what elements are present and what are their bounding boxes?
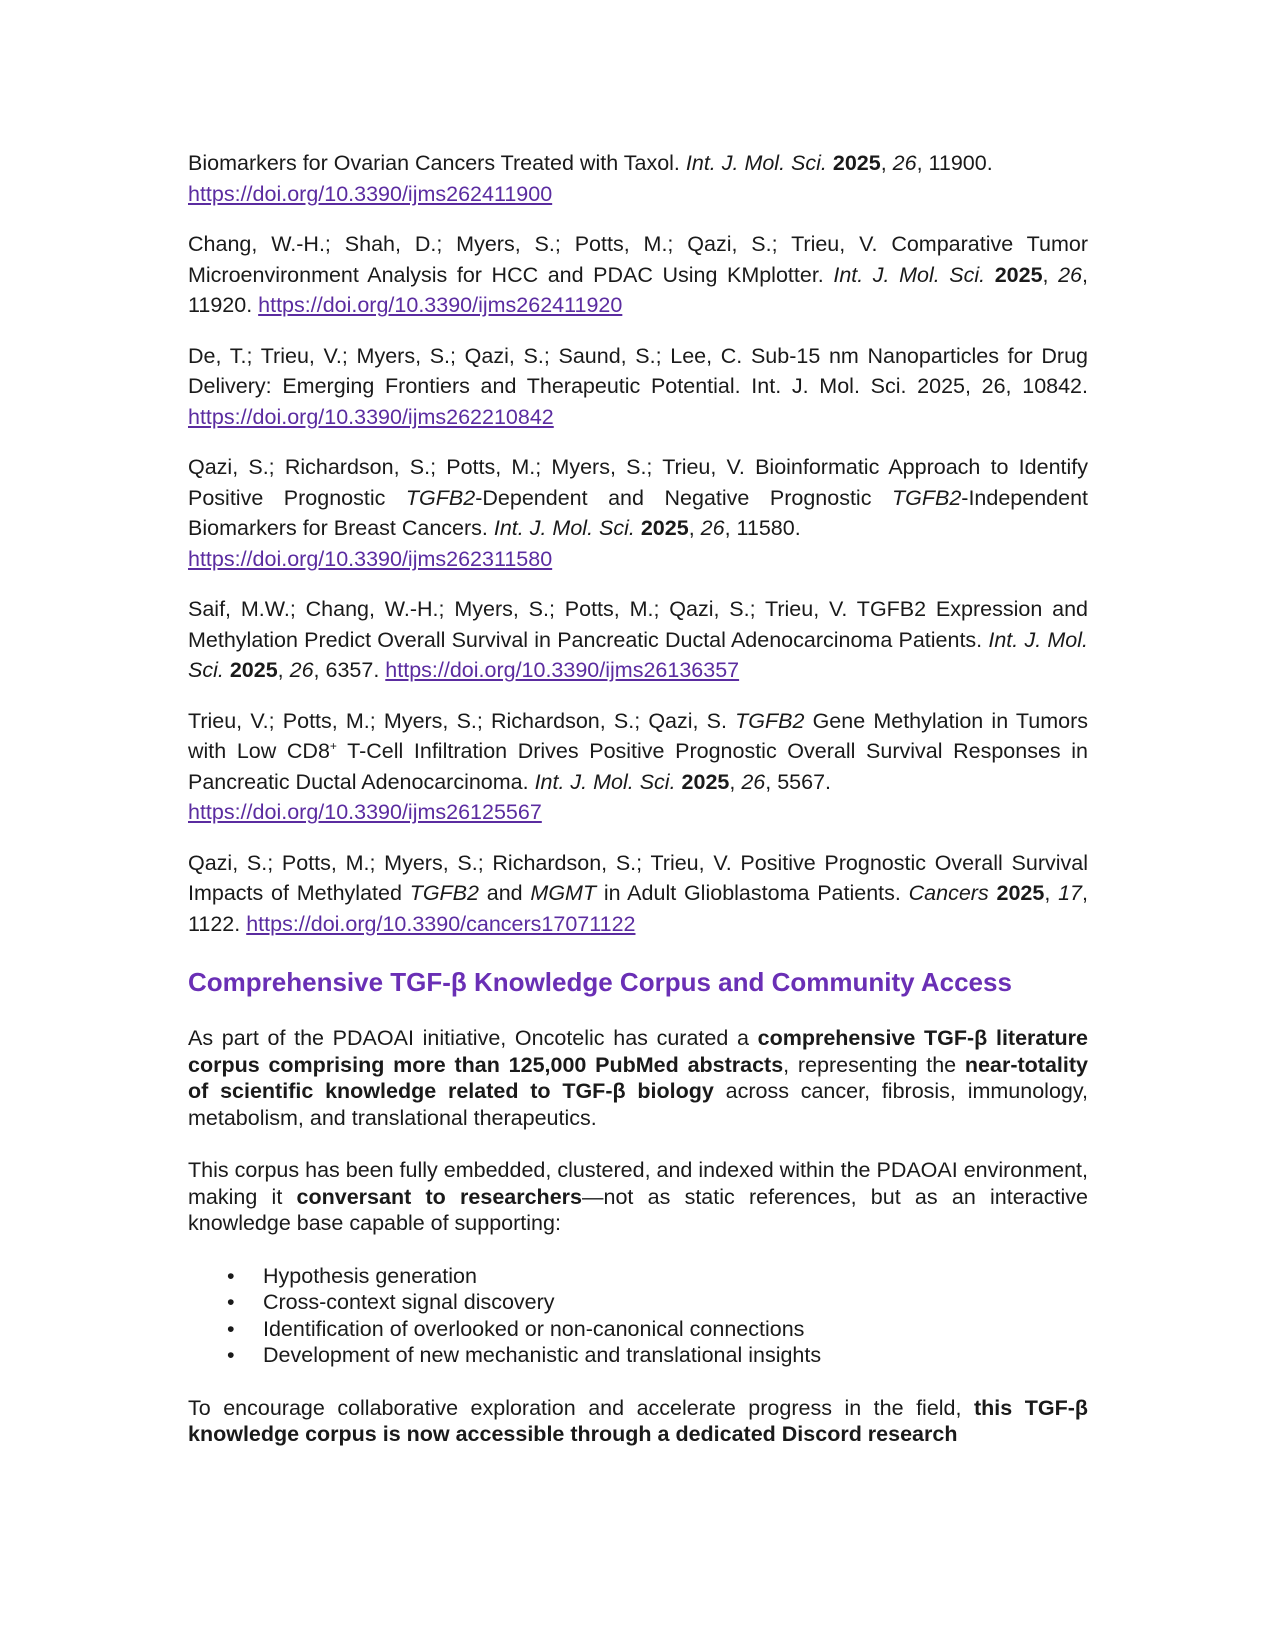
paragraph-text: —not as static references, but as an interactive knowledge base capable of supporting: bbox=[188, 1184, 1089, 1235]
reference-volume: 26 bbox=[892, 151, 917, 175]
reference-text: Biomarkers for Ovarian Cancers Treated with Taxol. bbox=[188, 151, 686, 175]
reference-entry: Trieu, V.; Potts, M.; Myers, S.; Richardson, S.; Qazi, S. TGFB2 Gene Methylation in Tumors with Low CD8+ T-Cell Infiltration Drives Positive Prognostic Overall Survival Responses in Pancreatic Ductal Adenocarcinoma. Int. J. Mol. Sci. 2025, 26, 5567. https://doi.org/10.3390/ijms26125567 bbox=[188, 708, 1088, 824]
superscript-plus: + bbox=[329, 738, 337, 753]
list-item bbox=[227, 1289, 1088, 1316]
reference-volume: 26 bbox=[289, 658, 314, 682]
reference-volume: 26 bbox=[1058, 262, 1083, 287]
reference-volume: 17 bbox=[1058, 881, 1082, 905]
body-paragraph bbox=[188, 1157, 1088, 1237]
emphasized-text: near-totality of scientific knowledge related to TGF-β biology bbox=[188, 1052, 1088, 1103]
reference-entry: Biomarkers for Ovarian Cancers Treated with Taxol. Int. J. Mol. Sci. 2025, 26, 11900. https://doi.org/10.3390/ijms262411900 bbox=[188, 151, 993, 206]
reference-text: Qazi, S.; Potts, M.; Myers, S.; Richardson, S.; Trieu, V. Positive Prognostic Overall Survival Impacts of Methylated bbox=[188, 850, 1088, 905]
list-item-text: Hypothesis generation bbox=[263, 1263, 477, 1288]
body-paragraph bbox=[188, 1025, 1088, 1131]
reference-pages: 11580. bbox=[736, 516, 801, 540]
paragraph-text: across cancer, fibrosis, immunology, metabolism, and translational therapeutics. bbox=[188, 1079, 1088, 1130]
gene-name: TGFB2 bbox=[735, 708, 805, 733]
reference-year: 2025 bbox=[640, 516, 689, 540]
reference-pages: 5567. bbox=[777, 769, 832, 794]
journal-name: Int. J. Mol. Sci. bbox=[685, 151, 827, 175]
gene-name: TGFB2 bbox=[891, 485, 962, 510]
reference-entry: Chang, W.-H.; Shah, D.; Myers, S.; Potts, M.; Qazi, S.; Trieu, V. Comparative Tumor Microenvironment Analysis for HCC and PDAC Using KMplotter. Int. J. Mol. Sci. 2025, 26, 11920. https://doi.org/10.3390/ijms262411920 bbox=[188, 232, 1088, 317]
bullet-list bbox=[188, 1263, 1088, 1369]
reference-year: 2025 bbox=[994, 262, 1043, 287]
paragraph-text: , representing the bbox=[783, 1052, 965, 1077]
emphasized-text: this TGF-β knowledge corpus is now accessible through a dedicated Discord research bbox=[188, 1395, 1088, 1446]
reference-text: Saif, M.W.; Chang, W.-H.; Myers, S.; Potts, M.; Qazi, S.; Trieu, V. TGFB2 Expression and Methylation Predict Overall Survival in Pancreatic Ductal Adenocarcinoma Patients. bbox=[188, 597, 1088, 652]
journal-name: Int. J. Mol. Sci. bbox=[534, 769, 676, 794]
reference-text: De, T.; Trieu, V.; Myers, S.; Qazi, S.; Saund, S.; Lee, C. Sub-15 nm Nanoparticles for Drug Delivery: Emerging Frontiers and Therapeutic Potential. Int. J. Mol. Sci. 2025, 26, 10842. bbox=[188, 343, 1088, 398]
journal-name: Int. J. Mol. Sci. bbox=[188, 627, 1088, 682]
reference-pages: 6357. bbox=[325, 658, 380, 682]
gene-name: MGMT bbox=[530, 881, 597, 905]
doi-link[interactable]: https://doi.org/10.3390/ijms262311580 bbox=[188, 546, 553, 571]
reference-entry: Saif, M.W.; Chang, W.-H.; Myers, S.; Potts, M.; Qazi, S.; Trieu, V. TGFB2 Expression and Methylation Predict Overall Survival in Pancreatic Ductal Adenocarcinoma Patients. Int. J. Mol. Sci. 2025, 26, 6357. https://doi.org/10.3390/ijms26136357 bbox=[188, 597, 1088, 682]
reference-text: Qazi, S.; Richardson, S.; Potts, M.; Myers, S.; Trieu, V. Bioinformatic Approach to Identify Positive Prognostic bbox=[188, 455, 1088, 510]
reference-text: Chang, W.-H.; Shah, D.; Myers, S.; Potts, M.; Qazi, S.; Trieu, V. Comparative Tumor Microenvironment Analysis for HCC and PDAC Using KMplotter. bbox=[188, 232, 1088, 287]
list-item-text: Identification of overlooked or non-canonical connections bbox=[263, 1316, 805, 1341]
bullet-icon: • bbox=[227, 1343, 235, 1367]
section-heading: Comprehensive TGF-β Knowledge Corpus and Community Access bbox=[188, 967, 1012, 997]
journal-name: Int. J. Mol. Sci. bbox=[833, 262, 986, 287]
reference-year: 2025 bbox=[996, 881, 1045, 905]
reference-text: Trieu, V.; Potts, M.; Myers, S.; Richardson, S.; Qazi, S. bbox=[188, 708, 736, 733]
paragraph-text: This corpus has been fully embedded, clustered, and indexed within the PDAOAI environment, making it bbox=[188, 1158, 1088, 1209]
emphasized-text: conversant to researchers bbox=[296, 1184, 582, 1209]
document-page bbox=[188, 148, 1088, 1474]
list-item bbox=[227, 1316, 1088, 1343]
list-item bbox=[227, 1263, 1088, 1290]
list-item bbox=[227, 1342, 1088, 1369]
reference-text: in Adult Glioblastoma Patients. bbox=[596, 881, 909, 905]
doi-link[interactable]: https://doi.org/10.3390/ijms262411900 bbox=[188, 181, 553, 206]
reference-text: T-Cell Infiltration Drives Positive Prognostic Overall Survival Responses in Pancreatic Ductal Adenocarcinoma. bbox=[188, 739, 1088, 794]
doi-link[interactable]: https://doi.org/10.3390/ijms26136357 bbox=[385, 658, 740, 682]
emphasized-text: comprehensive TGF-β literature corpus comprising more than 125,000 PubMed abstracts bbox=[188, 1026, 1088, 1077]
reference-text: and bbox=[478, 881, 531, 905]
paragraph-text: As part of the PDAOAI initiative, Oncotelic has curated a bbox=[188, 1026, 758, 1050]
list-item-text: Cross-context signal discovery bbox=[263, 1290, 555, 1314]
reference-entry: Qazi, S.; Potts, M.; Myers, S.; Richardson, S.; Trieu, V. Positive Prognostic Overall Survival Impacts of Methylated TGFB2 and MGMT in Adult Glioblastoma Patients. Cancers 2025, 17, 1122. https://doi.org/10.3390/cancers17071122 bbox=[188, 850, 1088, 936]
reference-entry: Qazi, S.; Richardson, S.; Potts, M.; Myers, S.; Trieu, V. Bioinformatic Approach to Identify Positive Prognostic TGFB2-Dependent and Negative Prognostic TGFB2-Independent Biomarkers for Breast Cancers. Int. J. Mol. Sci. 2025, 26, 11580. https://doi.org/10.3390/ijms262311580 bbox=[188, 455, 1089, 571]
reference-pages: 11900. bbox=[928, 151, 993, 175]
reference-pages: 11920. bbox=[188, 293, 253, 317]
doi-link[interactable]: https://doi.org/10.3390/cancers17071122 bbox=[246, 911, 636, 936]
gene-name: TGFB2 bbox=[409, 881, 479, 905]
list-item-text: Development of new mechanistic and translational insights bbox=[263, 1343, 822, 1367]
bullet-icon: • bbox=[227, 1290, 235, 1314]
bullet-icon: • bbox=[227, 1316, 235, 1341]
gene-name: TGFB2 bbox=[405, 485, 476, 510]
doi-link[interactable]: https://doi.org/10.3390/ijms262210842 bbox=[188, 404, 554, 429]
doi-link[interactable]: https://doi.org/10.3390/ijms26125567 bbox=[188, 800, 542, 824]
reference-entry bbox=[188, 341, 1088, 433]
journal-name: Int. J. Mol. Sci. bbox=[493, 516, 635, 540]
reference-text: Gene Methylation in Tumors with Low CD8 bbox=[188, 708, 1088, 763]
reference-volume: 26 bbox=[700, 516, 725, 540]
reference-year: 2025 bbox=[229, 658, 278, 682]
reference-year: 2025 bbox=[832, 151, 881, 175]
reference-text: -Independent Biomarkers for Breast Cancers. bbox=[188, 485, 1089, 540]
doi-link[interactable]: https://doi.org/10.3390/ijms262411920 bbox=[258, 293, 623, 317]
bullet-icon: • bbox=[227, 1263, 235, 1288]
journal-name: Cancers bbox=[908, 881, 989, 905]
reference-text: -Dependent and Negative Prognostic bbox=[475, 485, 892, 510]
reference-pages: 1122. bbox=[188, 911, 241, 936]
reference-year: 2025 bbox=[681, 769, 730, 794]
paragraph-text: To encourage collaborative exploration and accelerate progress in the field, bbox=[188, 1395, 974, 1420]
body-paragraph bbox=[188, 1395, 1088, 1448]
reference-volume: 26 bbox=[741, 769, 766, 794]
